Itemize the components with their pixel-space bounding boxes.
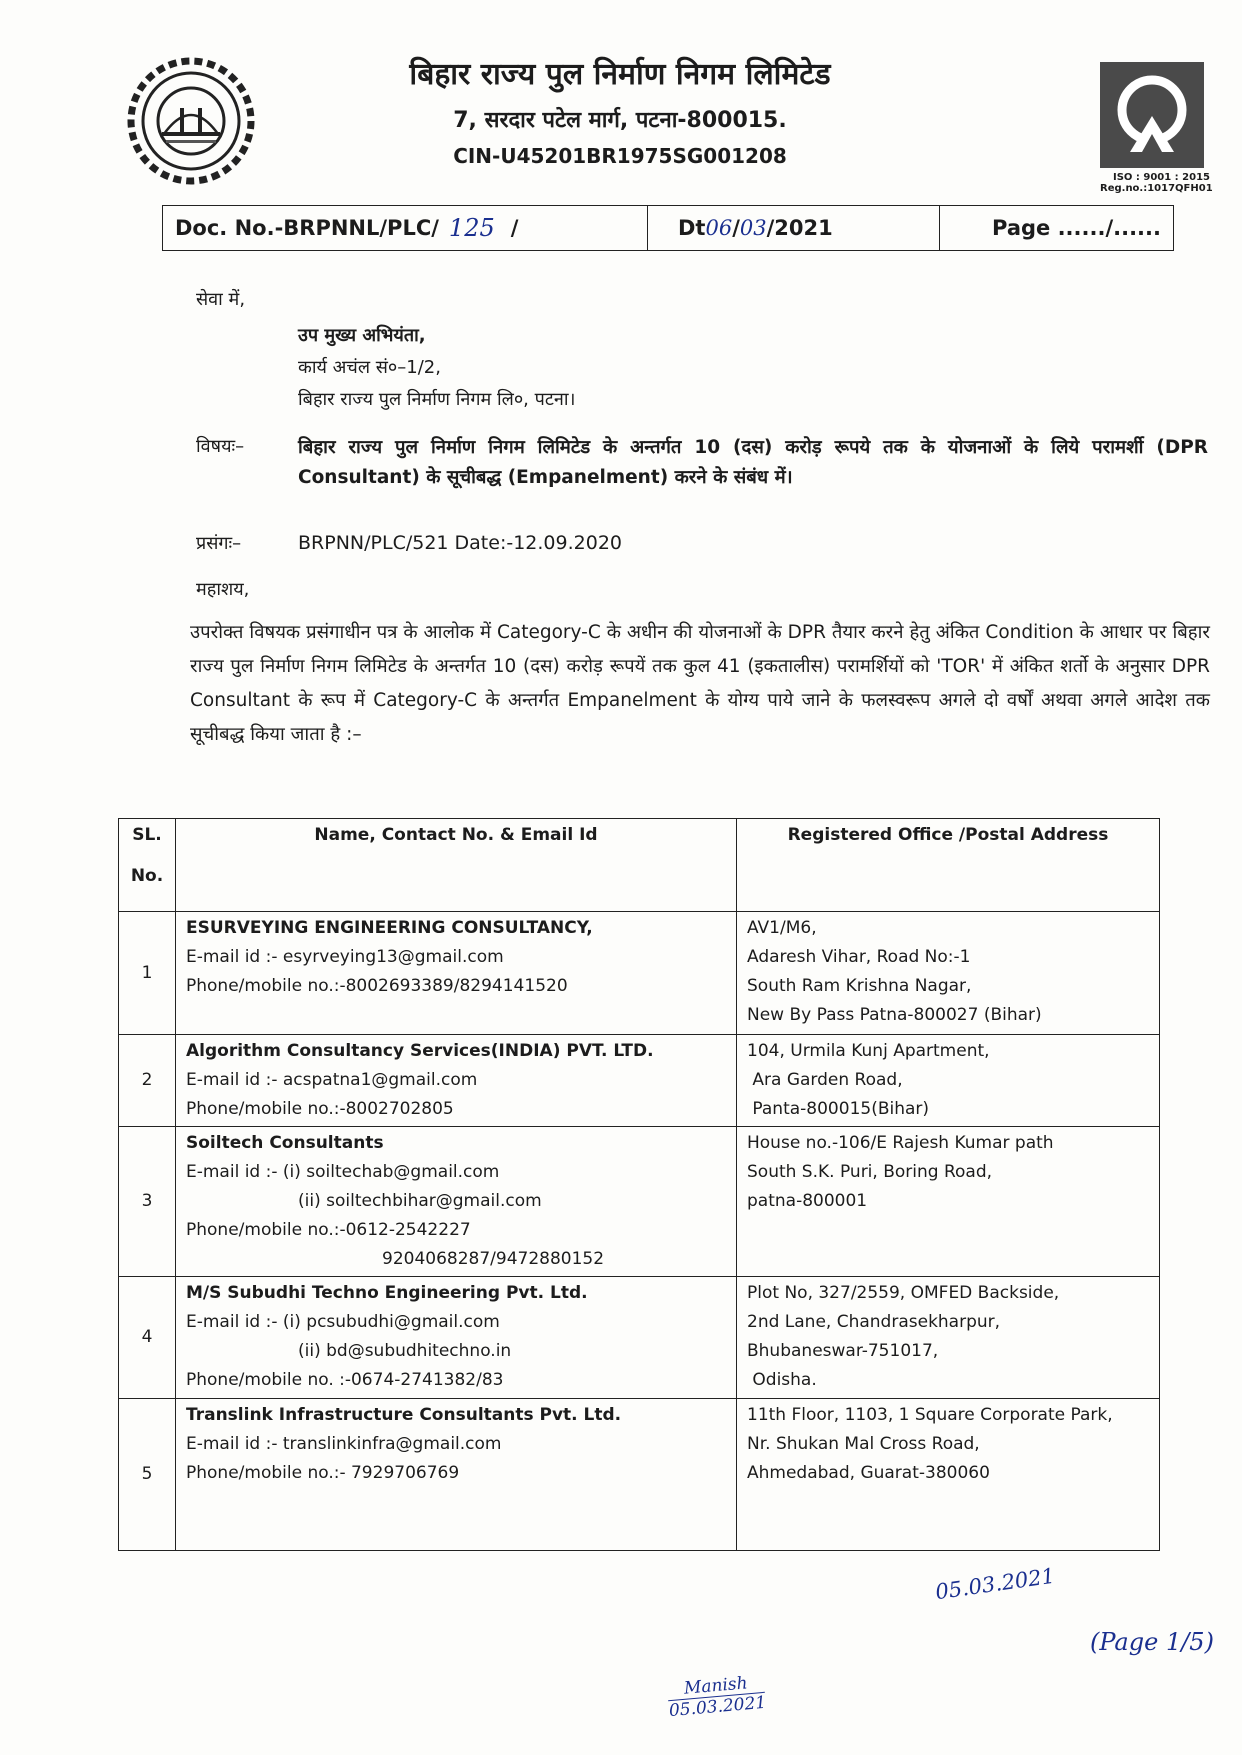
consultant-name: ESURVEYING ENGINEERING CONSULTANCY, <box>186 918 593 938</box>
table-row <box>119 1277 1160 1399</box>
iso-standard: ISO : 9001 : 2015 <box>1112 172 1210 183</box>
doc-number-suffix: / <box>510 216 519 240</box>
reference-label: प्रसंगः– <box>196 533 242 554</box>
consultant-phone-secondary: 9204068287/9472880152 <box>382 1249 605 1269</box>
consultant-name: Algorithm Consultancy Services(INDIA) PVT. LTD. <box>186 1041 654 1061</box>
row-address-cell: House no.-106/E Rajesh Kumar path South S.K. Puri, Boring Road, patna-800001 <box>737 1127 1160 1277</box>
organization-name: बिहार राज्य पुल निर्माण निगम लिमिटेड <box>409 57 831 92</box>
row-sl-no: 2 <box>119 1035 176 1127</box>
row-contact-cell <box>176 1035 737 1127</box>
table-row <box>119 1127 1160 1277</box>
consultant-email: E-mail id :- esyrveying13@gmail.com <box>186 947 504 967</box>
consultant-phone: Phone/mobile no.:-8002693389/8294141520 <box>186 976 568 996</box>
table-row <box>119 1035 1160 1127</box>
header-sl-no: SL. No. <box>119 819 176 912</box>
page-count-handwritten: (Page 1/5) <box>1090 1628 1214 1656</box>
page-number-cell <box>940 206 1173 250</box>
signature-date-handwritten: 05.03.2021 <box>933 1563 1057 1605</box>
row-contact-cell <box>176 1399 737 1551</box>
subject-text: बिहार राज्य पुल निर्माण निगम लिमिटेड के अन्तर्गत 10 (दस) करोड़ रूपये तक के योजनाओं के लिये परामर्शी (DPR Consultant) के सूचीबद्ध (Empanelment) करने के संबंध में। <box>298 437 1208 488</box>
consultant-email-secondary: (ii) bd@subudhitechno.in <box>298 1341 512 1361</box>
consultant-phone: Phone/mobile no.:-0612-2542227 <box>186 1220 471 1240</box>
recipient-organization: बिहार राज्य पुल निर्माण निगम लि०, पटना। <box>298 389 576 410</box>
iso-reg-no: Reg.no.:1017QFH01 <box>1100 183 1213 194</box>
document-reference-bar <box>162 205 1174 251</box>
date-day-handwritten: 06 <box>705 216 733 240</box>
table-row <box>119 1399 1160 1551</box>
row-contact-cell <box>176 1127 737 1277</box>
organization-cin: CIN-U45201BR1975SG001208 <box>453 144 787 168</box>
recipient-title: उप मुख्य अभियंता, <box>298 325 426 346</box>
consultant-email: E-mail id :- (i) pcsubudhi@gmail.com <box>186 1312 500 1332</box>
iso-certification-logo <box>1100 62 1204 168</box>
row-contact-cell <box>176 912 737 1035</box>
consultant-table <box>118 818 1160 1551</box>
table-row <box>119 912 1160 1035</box>
consultant-email: E-mail id :- (i) soiltechab@gmail.com <box>186 1162 500 1182</box>
header-address: Registered Office /Postal Address <box>737 819 1160 912</box>
reference-text: BRPNN/PLC/521 Date:-12.09.2020 <box>298 532 622 554</box>
initials-handwritten <box>666 1672 767 1721</box>
consultant-phone: Phone/mobile no. :-0674-2741382/83 <box>186 1370 504 1390</box>
page-label: Page ....../...... <box>992 216 1161 240</box>
body-paragraph: उपरोक्त विषयक प्रसंगाधीन पत्र के आलोक में Category-C के अधीन की योजनाओं के DPR तैयार करने हेतु अंकित Condition के आधार पर बिहार राज्य पुल निर्माण निगम लिमिटेड के अन्तर्गत 10 (दस) करोड़ रूपयें तक कुल 41 (इकतालीस) परामर्शियों को 'TOR' में अंकित शर्तो के अनुसार DPR Consultant के रूप में Category-C के अन्तर्गत Empanelment के योग्य पाये जाने के फलस्वरूप अगले दो वर्षों अथवा अगले आदेश तक सूचीबद्ध किया जाता है :– <box>190 622 1210 745</box>
doc-date-cell <box>648 206 940 250</box>
row-contact-cell <box>176 1277 737 1399</box>
consultant-email: E-mail id :- translinkinfra@gmail.com <box>186 1434 502 1454</box>
row-sl-no: 5 <box>119 1399 176 1551</box>
organization-address: 7, सरदार पटेल मार्ग, पटना-800015. <box>453 108 787 133</box>
greeting: महाशय, <box>196 579 250 600</box>
consultant-name: Soiltech Consultants <box>186 1133 384 1153</box>
date-separator: / <box>732 216 740 240</box>
corporation-seal-logo <box>126 56 256 186</box>
doc-number-handwritten: 125 <box>448 214 495 242</box>
doc-number-cell <box>163 206 648 250</box>
salutation-to: सेवा में, <box>196 289 246 310</box>
row-address-cell: Plot No, 327/2559, OMFED Backside, 2nd Lane, Chandrasekharpur, Bhubaneswar-751017, Odisha. <box>737 1277 1160 1399</box>
date-prefix: Dt <box>678 216 706 240</box>
initials-name: Manish <box>666 1672 765 1701</box>
subject-label: विषयः– <box>196 436 245 457</box>
row-address-cell: AV1/M6, Adaresh Vihar, Road No:-1 South Ram Krishna Nagar, New By Pass Patna-800027 (Bihar) <box>737 912 1160 1035</box>
row-sl-no: 1 <box>119 912 176 1035</box>
table-header-row <box>119 819 1160 912</box>
row-address-cell: 11th Floor, 1103, 1 Square Corporate Park, Nr. Shukan Mal Cross Road, Ahmedabad, Guarat-380060 <box>737 1399 1160 1551</box>
iso-certification-text <box>1100 172 1213 194</box>
recipient-office: कार्य अचंल सं०–1/2, <box>298 357 441 378</box>
row-sl-no: 4 <box>119 1277 176 1399</box>
consultant-name: M/S Subudhi Techno Engineering Pvt. Ltd. <box>186 1283 588 1303</box>
date-year: /2021 <box>766 216 833 240</box>
header-name-contact: Name, Contact No. & Email Id <box>176 819 737 912</box>
initials-date: 05.03.2021 <box>668 1692 767 1722</box>
doc-number-label: Doc. No.-BRPNNL/PLC/ <box>175 216 439 240</box>
consultant-phone: Phone/mobile no.:-8002702805 <box>186 1099 454 1119</box>
row-sl-no: 3 <box>119 1127 176 1277</box>
consultant-email: E-mail id :- acspatna1@gmail.com <box>186 1070 478 1090</box>
consultant-email-secondary: (ii) soiltechbihar@gmail.com <box>298 1191 542 1211</box>
date-month-handwritten: 03 <box>739 216 767 240</box>
consultant-phone: Phone/mobile no.:- 7929706769 <box>186 1463 460 1483</box>
consultant-name: Translink Infrastructure Consultants Pvt. Ltd. <box>186 1405 622 1425</box>
row-address-cell: 104, Urmila Kunj Apartment, Ara Garden Road, Panta-800015(Bihar) <box>737 1035 1160 1127</box>
